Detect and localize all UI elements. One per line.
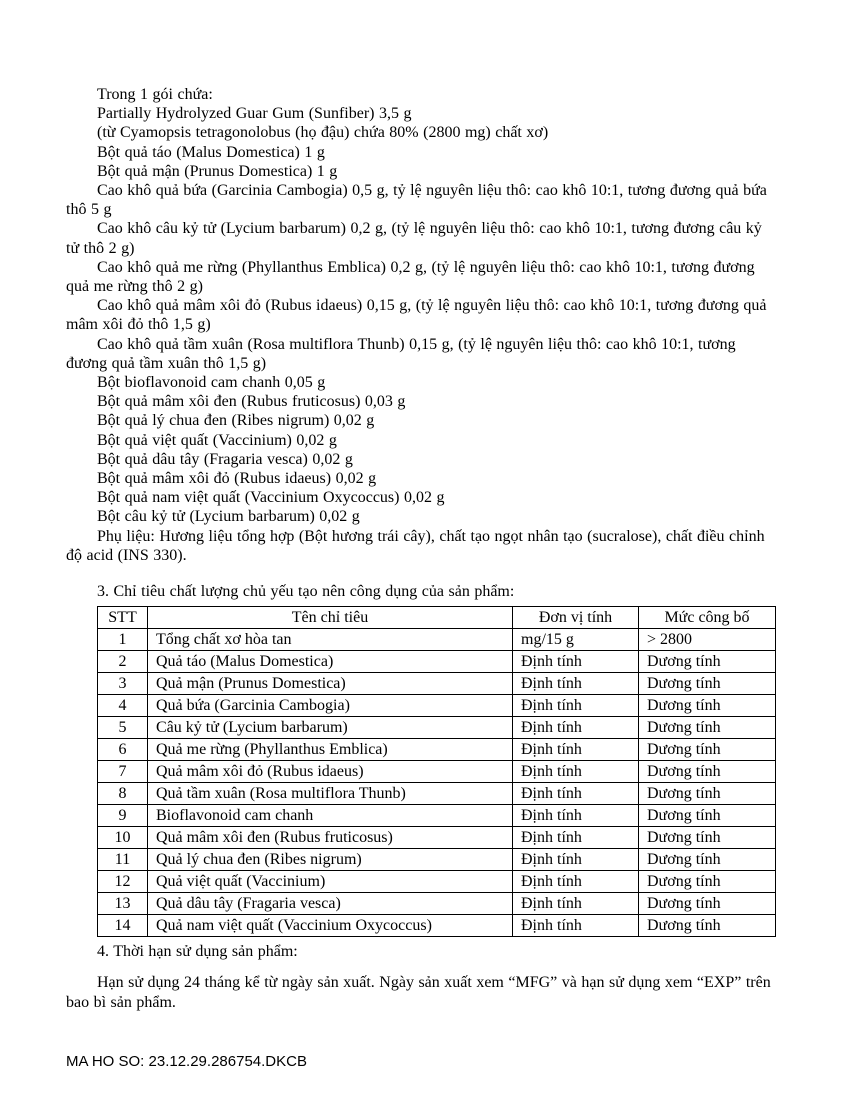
table-cell: Dương tính [639,761,776,783]
composition-line: Bột quả táo (Malus Domestica) 1 g [97,143,325,161]
composition-line: Cao khô quả me rừng (Phyllanthus Emblica) 0,2 g, (tỷ lệ nguyên liệu thô: cao khô 10:1, tương đương quả me rừng thô 2 g) [66,258,755,296]
composition-line: Bột quả dâu tây (Fragaria vesca) 0,02 g [97,450,353,468]
table-cell: Định tính [513,893,639,915]
table-cell: Quả bứa (Garcinia Cambogia) [148,695,513,717]
composition-line: Cao khô quả tầm xuân (Rosa multiflora Thunb) 0,15 g, (tỷ lệ nguyên liệu thô: cao khô 10:1, tương đương quả tầm xuân thô 1,5 g) [66,335,736,372]
section-4-heading: 4. Thời hạn sử dụng sản phẩm: [97,943,298,961]
table-cell: Dương tính [639,871,776,893]
table-cell: 5 [98,717,148,739]
table-cell: 11 [98,849,148,871]
table-row [98,805,776,827]
table-cell: Dương tính [639,783,776,805]
table-cell: Dương tính [639,805,776,827]
table-row [98,783,776,805]
table-row [98,761,776,783]
table-cell: Quả mâm xôi đỏ (Rubus idaeus) [148,761,513,783]
table-cell: Quả lý chua đen (Ribes nigrum) [148,849,513,871]
column-header: STT [98,607,148,629]
composition-line: Bột quả mận (Prunus Domestica) 1 g [97,162,338,180]
table-row [98,849,776,871]
section-3-heading: 3. Chỉ tiêu chất lượng chủ yếu tạo nên công dụng của sản phẩm: [97,583,515,601]
table-row [98,717,776,739]
composition-line: Phụ liệu: Hương liệu tổng hợp (Bột hương trái cây), chất tạo ngọt nhân tạo (sucralose), chất điều chỉnh độ acid (INS 330). [66,527,765,564]
table-cell: 10 [98,827,148,849]
table-cell: 12 [98,871,148,893]
composition-line: Partially Hydrolyzed Guar Gum (Sunfiber) 3,5 g [97,105,412,123]
table-cell: 4 [98,695,148,717]
table-cell: Tổng chất xơ hòa tan [148,629,513,651]
composition-line: Trong 1 gói chứa: [97,86,213,103]
column-header: Đơn vị tính [513,607,639,629]
table-cell: 1 [98,629,148,651]
table-cell: Quả tầm xuân (Rosa multiflora Thunb) [148,783,513,805]
composition-line: (từ Cyamopsis tetragonolobus (họ đậu) chứa 80% (2800 mg) chất xơ) [97,124,549,142]
table-cell: Định tính [513,827,639,849]
composition-line: Cao khô quả bứa (Garcinia Cambogia) 0,5 g, tỷ lệ nguyên liệu thô: cao khô 10:1, tương đương quả bứa thô 5 g [66,182,767,219]
composition-line: Cao khô quả mâm xôi đỏ (Rubus idaeus) 0,15 g, (tỷ lệ nguyên liệu thô: cao khô 10:1, tương đương quả mâm xôi đỏ thô 1,5 g) [66,297,767,334]
table-cell: 14 [98,915,148,937]
column-header: Tên chỉ tiêu [148,607,513,629]
composition-line: Bột quả mâm xôi đỏ (Rubus idaeus) 0,02 g [97,470,377,488]
table-cell: Định tính [513,717,639,739]
dossier-code: MA HO SO: 23.12.29.286754.DKCB [66,1053,307,1070]
composition-line: Bột quả mâm xôi đen (Rubus fruticosus) 0,03 g [97,393,406,411]
composition-line: Bột câu kỷ tử (Lycium barbarum) 0,02 g [97,508,360,526]
composition-list [66,85,778,565]
table-cell: 9 [98,805,148,827]
table-row [98,827,776,849]
table-cell: Dương tính [639,695,776,717]
table-cell: mg/15 g [513,629,639,651]
table-row [98,629,776,651]
quality-table-header-row [98,607,776,629]
table-row [98,915,776,937]
table-cell: > 2800 [639,629,776,651]
table-cell: Quả nam việt quất (Vaccinium Oxycoccus) [148,915,513,937]
document-content [66,85,778,1012]
table-cell: Dương tính [639,827,776,849]
table-cell: Dương tính [639,849,776,871]
section-4-body: Hạn sử dụng 24 tháng kể từ ngày sản xuất. Ngày sản xuất xem “MFG” và hạn sử dụng xem “EXP” trên bao bì sản phẩm. [66,974,771,1011]
table-cell: Quả dâu tây (Fragaria vesca) [148,893,513,915]
table-cell: Định tính [513,651,639,673]
composition-line: Bột quả nam việt quất (Vaccinium Oxycoccus) 0,02 g [97,489,445,507]
table-cell: 8 [98,783,148,805]
table-cell: Định tính [513,739,639,761]
table-cell: Dương tính [639,673,776,695]
table-cell: Dương tính [639,893,776,915]
table-cell: Định tính [513,761,639,783]
composition-line: Cao khô câu kỷ tử (Lycium barbarum) 0,2 g, (tỷ lệ nguyên liệu thô: cao khô 10:1, tương đương câu kỷ tử thô 2 g) [66,220,762,257]
table-cell: Định tính [513,695,639,717]
column-header: Mức công bố [639,607,776,629]
table-cell: Quả việt quất (Vaccinium) [148,871,513,893]
table-row [98,893,776,915]
table-row [98,695,776,717]
quality-table-body [98,629,776,937]
table-cell: Dương tính [639,739,776,761]
table-cell: Dương tính [639,915,776,937]
table-cell: Quả táo (Malus Domestica) [148,651,513,673]
table-cell: 7 [98,761,148,783]
table-row [98,673,776,695]
table-cell: Quả mâm xôi đen (Rubus fruticosus) [148,827,513,849]
table-cell: Dương tính [639,651,776,673]
composition-line: Bột quả việt quất (Vaccinium) 0,02 g [97,431,337,449]
table-row [98,651,776,673]
table-cell: Định tính [513,849,639,871]
table-cell: Định tính [513,673,639,695]
quality-criteria-table [97,606,776,937]
table-cell: 3 [98,673,148,695]
table-cell: Quả me rừng (Phyllanthus Emblica) [148,739,513,761]
table-cell: Định tính [513,805,639,827]
composition-line: Bột bioflavonoid cam chanh 0,05 g [97,374,326,392]
table-cell: Quả mận (Prunus Domestica) [148,673,513,695]
table-cell: 2 [98,651,148,673]
table-cell: 6 [98,739,148,761]
table-cell: 13 [98,893,148,915]
table-cell: Định tính [513,783,639,805]
table-cell: Câu kỷ tử (Lycium barbarum) [148,717,513,739]
table-row [98,739,776,761]
table-cell: Định tính [513,915,639,937]
table-cell: Dương tính [639,717,776,739]
composition-line: Bột quả lý chua đen (Ribes nigrum) 0,02 g [97,412,375,430]
table-cell: Định tính [513,871,639,893]
table-row [98,871,776,893]
table-cell: Bioflavonoid cam chanh [148,805,513,827]
